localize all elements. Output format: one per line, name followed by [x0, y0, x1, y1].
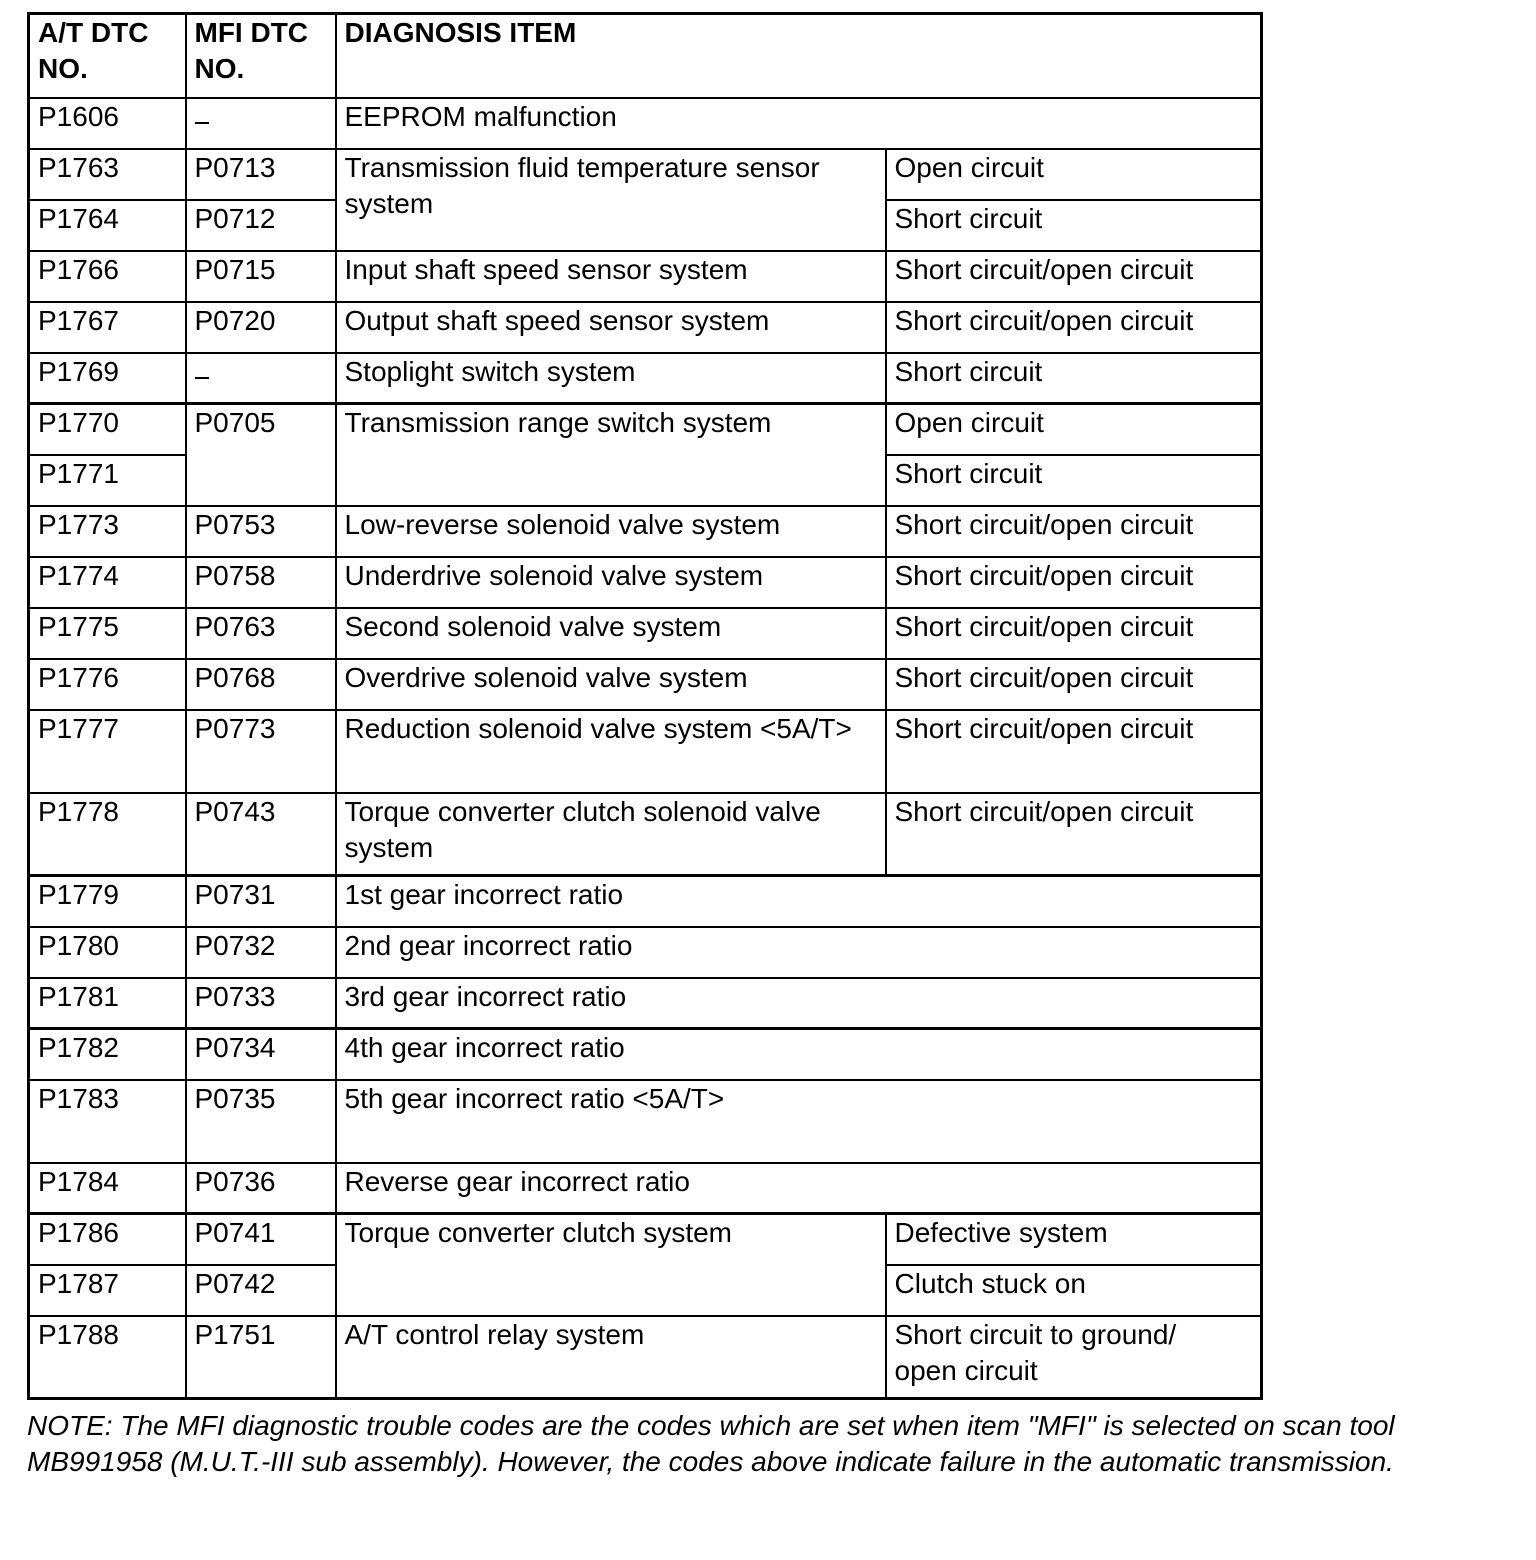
table-row	[29, 149, 1262, 200]
table-row	[29, 978, 1262, 1029]
diagnosis-detail-cell: Short circuit/open circuit	[886, 659, 1262, 710]
mfi-dtc-cell	[186, 98, 336, 149]
at-dtc-cell: P1767	[29, 302, 186, 353]
diagnosis-detail-cell: Open circuit	[886, 149, 1262, 200]
dash-mark	[195, 377, 209, 379]
diagnosis-detail-cell: Defective system	[886, 1214, 1262, 1265]
diagnosis-item-cell: EEPROM malfunction	[336, 98, 1262, 149]
at-dtc-cell: P1764	[29, 200, 186, 251]
table-row	[29, 927, 1262, 978]
mfi-dtc-cell: P0731	[186, 876, 336, 927]
diagnosis-item-cell: Reverse gear incorrect ratio	[336, 1163, 1262, 1214]
diagnosis-item-cell: Overdrive solenoid valve system	[336, 659, 886, 710]
header-at-dtc-no: A/T DTC NO.	[29, 14, 186, 98]
mfi-dtc-cell	[186, 353, 336, 404]
mfi-dtc-cell: P0715	[186, 251, 336, 302]
at-dtc-cell: P1783	[29, 1080, 186, 1163]
mfi-dtc-cell: P0713	[186, 149, 336, 200]
diagnosis-detail-cell: Short circuit/open circuit	[886, 251, 1262, 302]
mfi-dtc-cell: P0742	[186, 1265, 336, 1316]
at-dtc-cell: P1606	[29, 98, 186, 149]
at-dtc-cell: P1771	[29, 455, 186, 506]
mfi-dtc-cell: P0705	[186, 404, 336, 506]
diagnosis-detail-cell: Short circuit/open circuit	[886, 608, 1262, 659]
table-row	[29, 876, 1262, 927]
diagnosis-detail-cell: Open circuit	[886, 404, 1262, 455]
diagnosis-item-cell: 2nd gear incorrect ratio	[336, 927, 1262, 978]
diagnosis-item-cell: Torque converter clutch system	[336, 1214, 886, 1316]
table-row	[29, 1316, 1262, 1399]
header-diagnosis-item: DIAGNOSIS ITEM	[336, 14, 1262, 98]
diagnosis-item-cell: Second solenoid valve system	[336, 608, 886, 659]
table-row	[29, 1029, 1262, 1080]
mfi-dtc-cell: P0712	[186, 200, 336, 251]
diagnosis-detail-cell: Short circuit/open circuit	[886, 302, 1262, 353]
at-dtc-cell: P1780	[29, 927, 186, 978]
diagnosis-item-cell: 4th gear incorrect ratio	[336, 1029, 1262, 1080]
diagnosis-item-cell: Input shaft speed sensor system	[336, 251, 886, 302]
table-row	[29, 710, 1262, 793]
diagnosis-item-cell: 3rd gear incorrect ratio	[336, 978, 1262, 1029]
mfi-dtc-cell: P0720	[186, 302, 336, 353]
table-row	[29, 793, 1262, 876]
at-dtc-cell: P1770	[29, 404, 186, 455]
note-text: NOTE: The MFI diagnostic trouble codes are the codes which are set when item "MFI" is selected on scan tool MB991958 (M.U.T.-III sub assembly). However, the codes above indicate failure in the automatic transmission.	[27, 1410, 1395, 1477]
at-dtc-cell: P1787	[29, 1265, 186, 1316]
at-dtc-cell: P1769	[29, 353, 186, 404]
diagnosis-item-cell: Underdrive solenoid valve system	[336, 557, 886, 608]
table-header-row	[29, 14, 1262, 98]
mfi-dtc-cell: P0768	[186, 659, 336, 710]
diagnosis-item-cell: Transmission fluid temperature sensor system	[336, 149, 886, 251]
mfi-dtc-cell: P0736	[186, 1163, 336, 1214]
diagnosis-detail-cell: Short circuit	[886, 455, 1262, 506]
table-row	[29, 1214, 1262, 1265]
at-dtc-cell: P1781	[29, 978, 186, 1029]
at-dtc-cell: P1784	[29, 1163, 186, 1214]
at-dtc-cell: P1786	[29, 1214, 186, 1265]
mfi-dtc-cell: P0732	[186, 927, 336, 978]
diagnosis-item-cell: Transmission range switch system	[336, 404, 886, 506]
table-row	[29, 302, 1262, 353]
diagnosis-item-cell: 5th gear incorrect ratio <5A/T>	[336, 1080, 1262, 1163]
table-row	[29, 1163, 1262, 1214]
mfi-dtc-cell: P0773	[186, 710, 336, 793]
mfi-dtc-cell: P0753	[186, 506, 336, 557]
at-dtc-cell: P1775	[29, 608, 186, 659]
table-row	[29, 353, 1262, 404]
dtc-table	[27, 12, 1263, 1400]
at-dtc-cell: P1782	[29, 1029, 186, 1080]
at-dtc-cell: P1777	[29, 710, 186, 793]
at-dtc-cell: P1788	[29, 1316, 186, 1399]
mfi-dtc-cell: P0743	[186, 793, 336, 876]
table-row	[29, 251, 1262, 302]
diagnosis-detail-cell: Short circuit/open circuit	[886, 710, 1262, 793]
diagnosis-detail-cell: Short circuit/open circuit	[886, 506, 1262, 557]
diagnosis-item-cell: A/T control relay system	[336, 1316, 886, 1399]
table-row	[29, 608, 1262, 659]
mfi-dtc-cell: P0735	[186, 1080, 336, 1163]
mfi-dtc-cell: P0734	[186, 1029, 336, 1080]
diagnosis-item-cell: Reduction solenoid valve system <5A/T>	[336, 710, 886, 793]
at-dtc-cell: P1779	[29, 876, 186, 927]
diagnosis-detail-cell: Short circuit	[886, 353, 1262, 404]
table-row	[29, 404, 1262, 455]
header-mfi-dtc-no: MFI DTC NO.	[186, 14, 336, 98]
table-row	[29, 659, 1262, 710]
diagnosis-item-cell: Output shaft speed sensor system	[336, 302, 886, 353]
diagnosis-detail-cell: Short circuit/open circuit	[886, 557, 1262, 608]
table-row	[29, 557, 1262, 608]
mfi-dtc-cell: P0741	[186, 1214, 336, 1265]
at-dtc-cell: P1776	[29, 659, 186, 710]
diagnosis-item-cell: Torque converter clutch solenoid valve system	[336, 793, 886, 876]
diagnosis-detail-cell: Clutch stuck on	[886, 1265, 1262, 1316]
diagnosis-item-cell: 1st gear incorrect ratio	[336, 876, 1262, 927]
dash-mark	[195, 122, 209, 124]
diagnosis-detail-cell: Short circuit	[886, 200, 1262, 251]
at-dtc-cell: P1766	[29, 251, 186, 302]
at-dtc-cell: P1778	[29, 793, 186, 876]
table-row	[29, 98, 1262, 149]
mfi-dtc-cell: P0763	[186, 608, 336, 659]
at-dtc-cell: P1774	[29, 557, 186, 608]
at-dtc-cell: P1773	[29, 506, 186, 557]
diagnosis-detail-cell: Short circuit to ground/ open circuit	[886, 1316, 1262, 1399]
diagnosis-item-cell: Stoplight switch system	[336, 353, 886, 404]
table-row	[29, 506, 1262, 557]
mfi-dtc-cell: P0758	[186, 557, 336, 608]
diagnosis-detail-cell: Short circuit/open circuit	[886, 793, 1262, 876]
table-row	[29, 1080, 1262, 1163]
diagnosis-item-cell: Low-reverse solenoid valve system	[336, 506, 886, 557]
at-dtc-cell: P1763	[29, 149, 186, 200]
mfi-dtc-cell: P1751	[186, 1316, 336, 1399]
mfi-dtc-cell: P0733	[186, 978, 336, 1029]
